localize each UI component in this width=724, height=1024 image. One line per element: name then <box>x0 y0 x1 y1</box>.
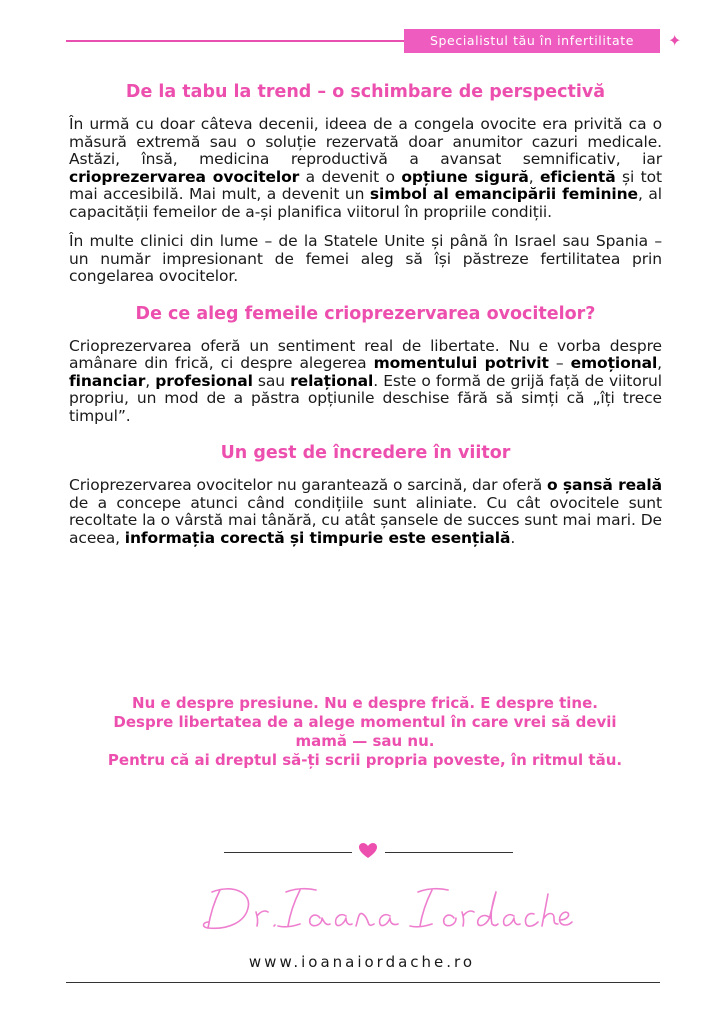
quote-line: Despre libertatea de a alege momentul în care vrei să devii <box>113 713 617 731</box>
section-title: Un gest de încredere în viitor <box>220 443 511 463</box>
paragraph: Crioprezervarea oferă un sentiment real de libertate. Nu e vorba despre amânare din frică, ci despre alegerea momentului potrivit – emoțional, financiar, profesional sau relațional. Este o formă de grijă față de viitorul propriu, un mod de a păstra opțiunile deschise fără să simți că „îți trece timpul”. <box>69 336 662 425</box>
closing-quote <box>70 694 660 770</box>
emphasis-text: o șansă reală <box>547 476 662 494</box>
emphasis-text: relațional <box>290 371 374 390</box>
heart-icon <box>358 841 378 861</box>
header-rule <box>66 40 406 42</box>
signature-logo <box>150 878 574 938</box>
emphasis-text: simbol al emancipării feminine <box>369 185 638 203</box>
section-title: De la tabu la trend – o schimbare de perspectivă <box>125 82 606 102</box>
footer-rule <box>66 982 660 983</box>
quote-line: Nu e despre presiune. Nu e despre frică. E despre tine. <box>132 694 598 712</box>
emphasis-text: eficientă <box>540 167 616 186</box>
divider-right <box>385 852 513 853</box>
emphasis-text: crioprezervarea ovocitelor <box>69 167 300 186</box>
emphasis-text: financiar <box>69 371 146 390</box>
article-body <box>69 80 662 547</box>
section-title: De ce aleg femeile crioprezervarea ovocitelor? <box>135 303 596 324</box>
header-badge: Specialistul tău în infertilitate <box>404 29 660 53</box>
emphasis-text: momentului potrivit <box>373 354 549 372</box>
star-icon: ✦ <box>668 31 682 50</box>
divider-left <box>224 852 352 853</box>
emphasis-text: informația corectă și timpurie este esențială <box>124 528 511 547</box>
website-link[interactable]: www.ioanaiordache.ro <box>248 953 476 971</box>
emphasis-text: emoțional <box>570 354 658 372</box>
emphasis-text: opțiune sigură <box>401 167 529 186</box>
quote-line: Pentru că ai dreptul să-ți scrii propria poveste, în ritmul tău. <box>107 751 623 769</box>
emphasis-text: profesional <box>155 371 253 390</box>
paragraph: În urmă cu doar câteva decenii, ideea de a congela ovocite era privită ca o măsură extremă sau o soluție rezervată doar anumitor cazuri medicale. Astăzi, însă, medicina reproductivă a avansat semnificativ, iar crioprezervarea ovocitelor a devenit o opțiune sigură, eficientă și tot mai accesibilă. Mai mult, a devenit un simbol al emancipării feminine, al capacității femeilor de a-și planifica viitorul în propriile condiții. <box>69 115 662 221</box>
quote-line: mamă — sau nu. <box>295 732 435 750</box>
paragraph: În multe clinici din lume – de la Statele Unite și până în Israel sau Spania – un număr impresionant de femei aleg să își păstreze fertilitatea prin congelarea ovocitelor. <box>69 232 662 285</box>
paragraph: Crioprezervarea ovocitelor nu garantează o sarcină, dar oferă o șansă reală de a concepe atunci când condițiile sunt aliniate. Cu cât ovocitele sunt recoltate la o vârstă mai tânără, cu atât șansele de succes sunt mai mari. De aceea, informația corectă și timpurie este esențială. <box>69 476 662 547</box>
